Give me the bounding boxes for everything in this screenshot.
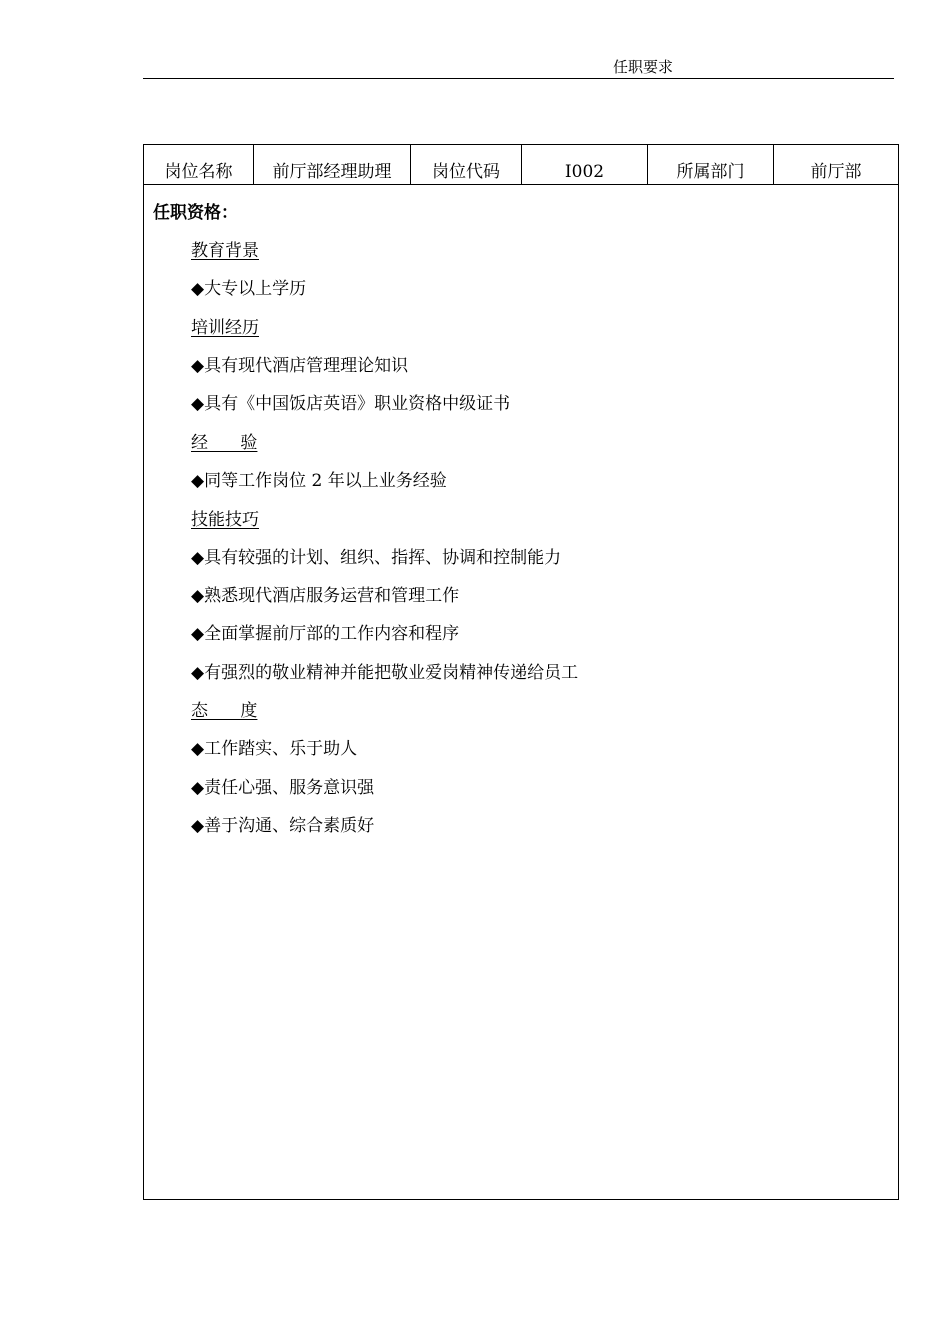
- table-header-row: [144, 145, 898, 185]
- list-item: ◆具有较强的计划、组织、指挥、协调和控制能力: [191, 548, 562, 568]
- list-item: ◆责任心强、服务意识强: [191, 778, 375, 798]
- position-code-value: I002: [522, 145, 648, 184]
- list-item: ◆善于沟通、综合素质好: [191, 816, 375, 836]
- page-header-title: 任职要求: [613, 58, 674, 76]
- section-heading-attitude: 态 度: [191, 701, 258, 721]
- section-heading-training: 培训经历: [191, 318, 259, 338]
- list-item: ◆全面掌握前厅部的工作内容和程序: [191, 624, 460, 644]
- qualifications-label: 任职资格：: [153, 203, 238, 223]
- list-item: ◆工作踏实、乐于助人: [191, 739, 358, 759]
- list-item: ◆同等工作岗位 2 年以上业务经验: [191, 471, 447, 491]
- section-heading-education: 教育背景: [191, 241, 259, 261]
- page-header: [143, 56, 894, 79]
- section-heading-experience: 经 验: [191, 433, 258, 453]
- position-name-label: 岗位名称: [144, 145, 254, 184]
- department-label: 所属部门: [648, 145, 774, 184]
- job-requirements-table: [143, 144, 899, 1200]
- list-item: ◆有强烈的敬业精神并能把敬业爱岗精神传递给员工: [191, 663, 579, 683]
- list-item: ◆具有《中国饭店英语》职业资格中级证书: [191, 394, 511, 414]
- department-value: 前厅部: [810, 162, 862, 182]
- section-heading-skills: 技能技巧: [191, 510, 259, 530]
- position-name-value: 前厅部经理助理: [254, 145, 411, 184]
- list-item: ◆熟悉现代酒店服务运营和管理工作: [191, 586, 460, 606]
- list-item: ◆具有现代酒店管理理论知识: [191, 356, 409, 376]
- position-code-label: 岗位代码: [411, 145, 522, 184]
- list-item: ◆大专以上学历: [191, 279, 307, 299]
